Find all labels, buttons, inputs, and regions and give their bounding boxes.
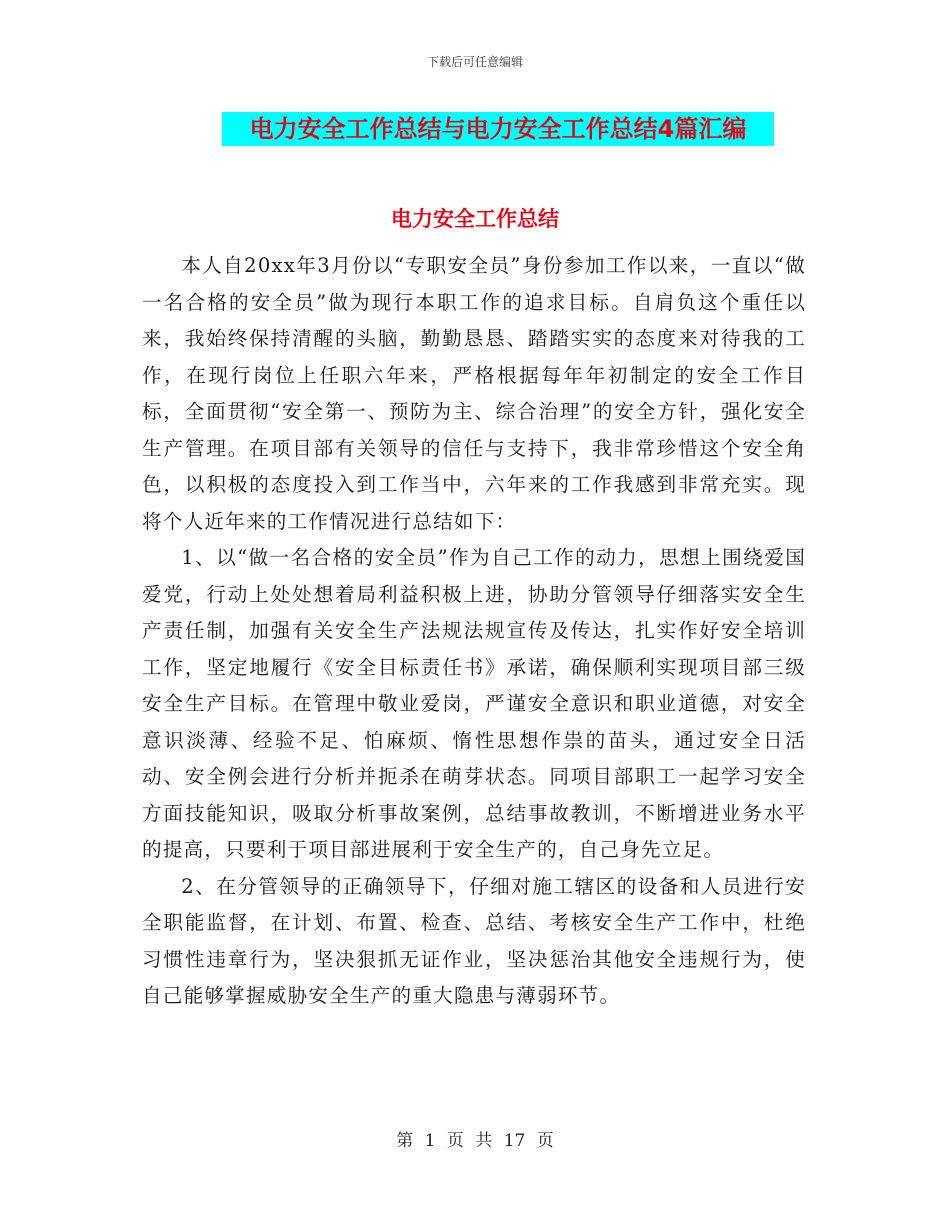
paragraph: 2、在分管领导的正确领导下，仔细对施工辖区的设备和人员进行安全职能监督，在计划、布置、检查、总结、考核安全生产工作中，杜绝习惯性违章行为，坚决狠抓无证作业，坚决惩治其他安全违规行为，使自己能够掌握威胁安全生产的重大隐患与薄弱环节。 bbox=[142, 874, 806, 1007]
section-title: 电力安全工作总结 bbox=[391, 207, 559, 231]
document-body bbox=[142, 248, 806, 1015]
page-indicator: 第 1 页 共 17 页 bbox=[396, 1131, 554, 1151]
document-title: 电力安全工作总结与电力安全工作总结4篇汇编 bbox=[222, 112, 774, 146]
header-note: 下载后可任意编辑 bbox=[426, 55, 523, 69]
paragraph: 1、以“做一名合格的安全员”作为自己工作的动力，思想上围绕爱国爱党，行动上处处想着局利益积极上进，协助分管领导仔细落实安全生产责任制，加强有关安全生产法规法规宣传及传达，扎实作好安全培训工作，坚定地履行《安全目标责任书》承诺，确保顺利实现项目部三级安全生产目标。在管理中敬业爱岗，严谨安全意识和职业道德，对安全意识淡薄、经验不足、怕麻烦、惰性思想作祟的苗头，通过安全日活动、安全例会进行分析并扼杀在萌芽状态。同项目部职工一起学习安全方面技能知识，吸取分析事故案例，总结事故教训，不断增进业务水平的提高，只要利于项目部进展利于安全生产的，自己身先立足。 bbox=[142, 546, 806, 861]
paragraph: 本人自20xx年3月份以“专职安全员”身份参加工作以来，一直以“做一名合格的安全员”做为现行本职工作的追求目标。自肩负这个重任以来，我始终保持清醒的头脑，勤勤恳恳、踏踏实实的态度来对待我的工作，在现行岗位上任职六年来，严格根据每年年初制定的安全工作目标，全面贯彻“安全第一、预防为主、综合治理”的安全方针，强化安全生产管理。在项目部有关领导的信任与支持下，我非常珍惜这个安全角色，以积极的态度投入到工作当中，六年来的工作我感到非常充实。现将个人近年来的工作情况进行总结如下： bbox=[142, 254, 806, 533]
